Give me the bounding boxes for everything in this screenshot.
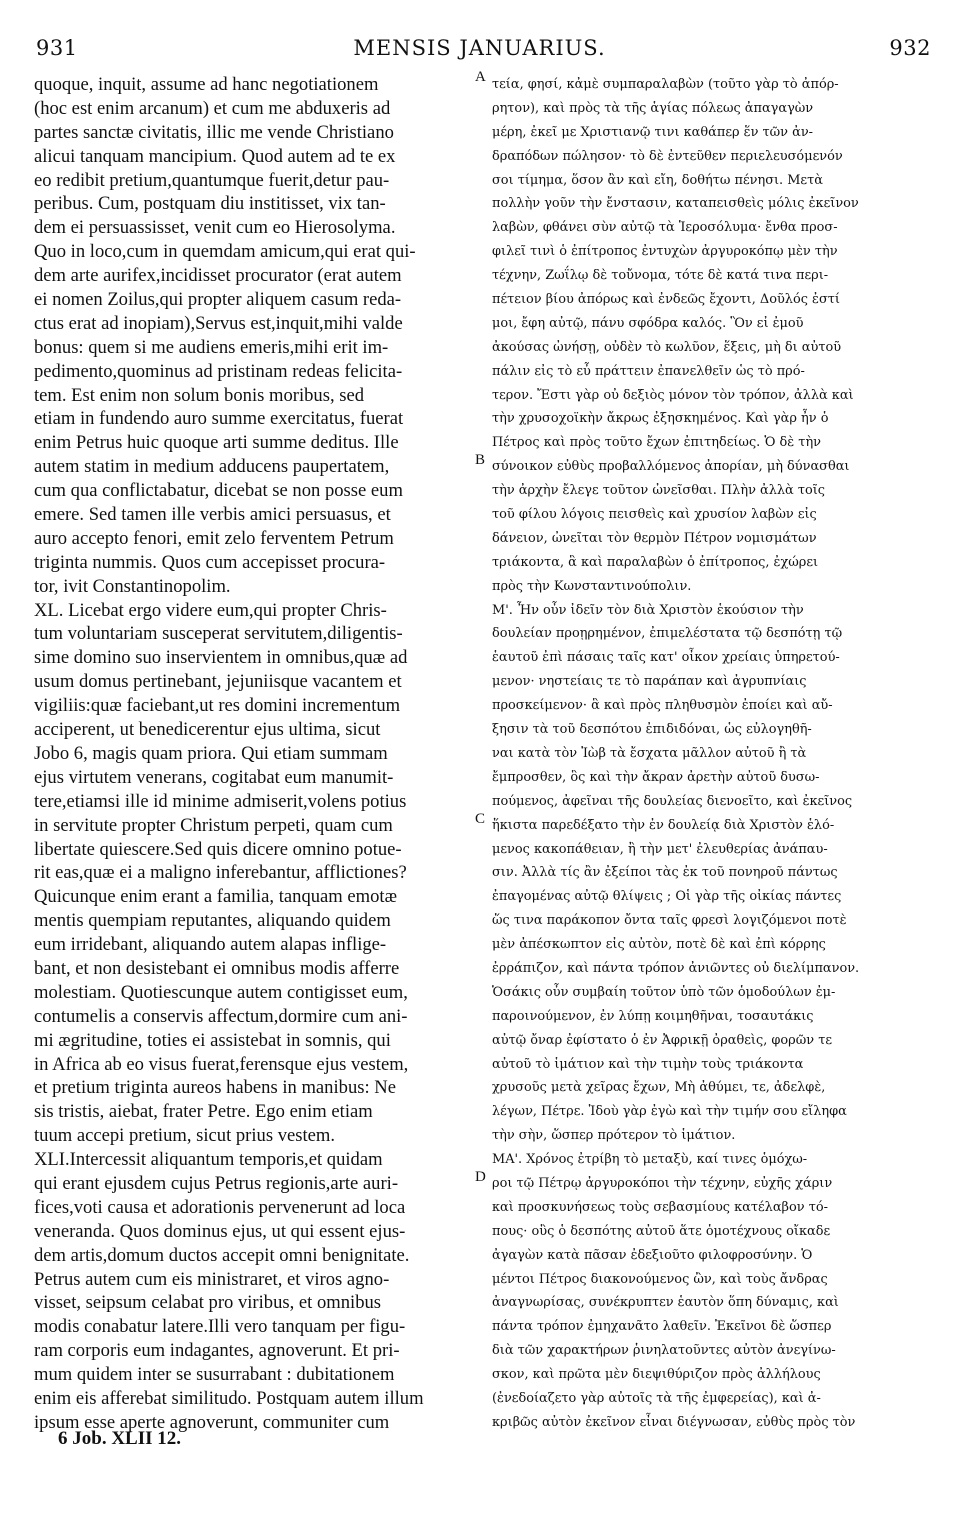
text-line: τοῦ φίλου λόγοις πεισθεὶς καὶ χρυσίον λαβὼν εἰς <box>492 507 817 523</box>
text-line: ὥς τινα παράκοπον ὄντα ταῖς φρεσὶ λογιζόμενοι ποτὲ <box>492 913 847 929</box>
text-line: XLI.Intercessit aliquantum temporis,et quidam <box>34 1149 383 1171</box>
page-number-right: 932 <box>889 36 931 60</box>
page-number-left: 931 <box>36 36 78 60</box>
text-line: pedimento,quominus ad pristinam redeas felicita- <box>34 360 403 382</box>
text-line: τεία, φησί, κἀμὲ συμπαραλαβὼν (τοῦτο γὰρ τὸ ἀπόρ- <box>492 77 839 92</box>
text-line: ροι τῷ Πέτρῳ ἀργυροκόποι τὴν τέχνην, εὐχῆς χάριν <box>492 1175 833 1191</box>
text-line: Petrus autem cum eis ministraret, et viros agno- <box>34 1268 390 1290</box>
text-line: σοι τίμημα, ὅσον ἂν καὶ εἴη, δοθήτω πένησι. Μετὰ <box>492 172 823 188</box>
text-line: ἥκιστα παρεδέξατο τὴν ἐν δουλείᾳ διὰ Χριστὸν ἑλό- <box>492 817 835 833</box>
text-line: ejus virtutem venerans, cogitabat eum manumit- <box>34 766 394 788</box>
text-line: κριβῶς αὐτὸν ἐκεῖνον εἶναι διέγνωσαν, εὐθὺς πρὸς τὸν <box>492 1414 856 1430</box>
page-header <box>28 36 931 66</box>
text-line: αὐτῷ ὄναρ ἐφίστατο ὁ ἐν Ἀφρικῇ ὀραθεὶς, φορῶν τε <box>492 1032 833 1048</box>
text-line: visset, seipsum celabat pro viribus, et omnibus <box>34 1292 382 1314</box>
text-line: πολλὴν γοῦν τὴν ἔνστασιν, καταπεισθεὶς μόλις ἐκεῖνον <box>492 196 859 212</box>
text-line: διὰ τῶν χαρακτήρων ῥινηλατοῦντες αὐτὸν ἀνεγίνω- <box>492 1343 836 1359</box>
text-line: ram corporis eum indagantes, agnoverunt. Et pri- <box>34 1340 400 1362</box>
text-line: libertate quiescere.Sed quis dicere omnino potue- <box>34 838 402 860</box>
latin-column <box>34 73 472 1435</box>
text-line: τέχνην, Ζωΐλῳ δὲ τοὔνομα, τότε δὲ κατά τινα περι- <box>492 268 829 284</box>
text-line: molestiam. Quotiescunque autem contigisset eum, <box>34 981 408 1003</box>
text-line: tuum accepi pretium, sicut prius vestem. <box>34 1125 336 1147</box>
text-line: tor, ivit Constantinopolim. <box>34 575 231 597</box>
text-line: tere,etiamsi ille id minime admiserit,volens potius <box>34 790 407 812</box>
text-line: Ὁσάκις οὖν συμβαίη τοῦτον ὑπὸ τῶν ὁμοδούλων ἐμ- <box>492 984 836 1000</box>
text-line: tem. Est enim non solum bonis moribus, sed <box>34 384 365 406</box>
section-marker-d: D <box>475 1169 486 1185</box>
text-line: ἀκούσας ὠνήσῃ, οὐδὲν τὸ κωλῦον, ἕξεις, μὴ δι αὐτοῦ <box>492 339 842 355</box>
text-line: cum qua conflictabatur, dicebat se non posse eum <box>34 480 403 502</box>
text-line: quoque, inquit, assume ad hanc negotiationem <box>34 74 379 95</box>
text-line: peribus. Cum, postquam diu institisset, vix tan- <box>34 193 386 215</box>
text-line: mi ægritudine, toties ei assistebat in somnis, qui <box>34 1029 391 1051</box>
text-line: τριάκοντα, ἃ καὶ παραλαβὼν ὁ ἐπίτροπος, ἐχώρει <box>492 554 819 570</box>
text-line: πούμενος, ἀφεῖναι τῆς δουλείας διενοεῖτο, καὶ ἐκεῖνος <box>492 793 853 809</box>
text-line: (hoc est enim arcanum) et cum me abduxeris ad <box>34 97 391 119</box>
text-line: in Africa ab eo visus fuerat,ferensque ejus vestem, <box>34 1053 409 1075</box>
text-line: λαβὼν, φθάνει σὺν αὐτῷ τὰ Ἱεροσόλυμα· ἔνθα προσ- <box>492 220 838 236</box>
text-line: τὴν σὴν, ὥσπερ πρότερον τὸ ἱμάτιον. <box>492 1128 736 1144</box>
text-line: emere. Sed tamen ille verbis amici persuasus, et <box>34 504 391 526</box>
text-line: πάντα τρόπον ἐμηχανᾶτο λαθεῖν. Ἐκεῖνοι δὲ ὥσπερ <box>492 1319 832 1335</box>
text-line: ΜΑ'. Χρόνος ἐτρίβη τὸ μεταξὺ, καί τινες ὁμόχω- <box>492 1152 808 1168</box>
text-line: contumelis a conservis affectum,dormire cum ani- <box>34 1005 408 1027</box>
footnote: 6 Job. XLII 12. <box>58 1428 181 1449</box>
text-line: bonus: quem si me audiens emeris,mihi erit im- <box>34 336 389 358</box>
text-line: partes sanctæ civitatis, illic me vende Christiano <box>34 121 394 143</box>
text-line: αὐτοῦ τὸ ἱμάτιον καὶ τὴν τιμὴν τοὺς τριάκοντα <box>492 1056 804 1072</box>
text-line: modis conabatur latere.Illi vero tanquam per figu- <box>34 1316 406 1338</box>
text-line: φιλεῖ τινὶ ὁ ἐπίτροπος ἐντυχὼν ἀργυροκόπῳ μὲν τὴν <box>492 244 838 260</box>
text-line: (ἐνεδοίαζετο γὰρ αὐτοῖς τὰ τῆς ἐμφερείας), καὶ ἀ- <box>492 1390 821 1406</box>
section-marker-c: C <box>475 811 486 827</box>
text-line: ἐρράπιζον, καὶ πάντα τρόπον ἀνιῶντες οὐ διελίμπανον. <box>492 960 860 976</box>
text-line: πους· οὓς ὁ δεσπότης αὐτοῦ ἅτε ὁμοτέχνους οἴκαδε <box>492 1223 831 1239</box>
text-line: τερον. Ἔστι γὰρ οὐ δεξιὸς μόνον τὸν τρόπον, ἀλλὰ καὶ <box>492 387 854 403</box>
text-line: δραπόδων πώλησον· τὸ δὲ ἐντεῦθεν περιελευσόμενόν <box>492 148 843 164</box>
text-line: et pretium triginta aureos habens in manibus: Ne <box>34 1077 396 1099</box>
text-line: ξησιν τὰ τοῦ δεσπότου ἐπιδιδόναι, ὡς εὐλογηθῆ- <box>492 722 812 738</box>
text-line: Μ'. Ἦν οὖν ἰδεῖν τὸν διὰ Χριστὸν ἑκούσιον τὴν <box>492 602 804 618</box>
section-marker-b: B <box>475 452 486 468</box>
text-line: πάλιν εἰς τὸ εὖ πράττειν ἐπανελθεῖν ὡς τὸ πρό- <box>492 363 805 379</box>
text-line: ἀγαγὼν κατὰ πᾶσαν ἐδεξιοῦτο φιλοφροσύνην. Ὁ <box>492 1247 813 1263</box>
text-line: ρητον), καὶ πρὸς τὰ τῆς ἁγίας πόλεως ἀπαγαγὼν <box>492 100 814 116</box>
text-line: usum domus pertinebant, jejuniisque vacantem et <box>34 671 402 693</box>
text-line: πρὸς τὴν Κωνσταντινούπολιν. <box>492 578 692 594</box>
text-line: δάνειον, ὠνεῖται τὸν θερμὸν Πέτρον νομισμάτων <box>492 530 817 546</box>
text-line: σύνοικον εὐθὺς προβαλλόμενος ἀπορίαν, μὴ δύνασθαι <box>492 459 850 475</box>
text-line: dem arte aurifex,incidisset procurator (erat autem <box>34 265 402 287</box>
text-line: alicui tanquam mancipium. Quod autem ad te ex <box>34 145 396 167</box>
text-line: enim Petrus huic quoque arti summe deditus. Ille <box>34 432 399 454</box>
text-line: Πέτρος καὶ πρὸς τοῦτο ἔχων ἐπιτηδείως. Ὁ δὲ τὴν <box>492 435 822 451</box>
text-line: χρυσοῦς μετὰ χεῖρας ἔχων, Μὴ ἀθύμει, τε, ἀδελφὲ, <box>492 1080 826 1096</box>
text-line: ναι κατὰ τὸν Ἰὼβ τὰ ἔσχατα μᾶλλον αὐτοῦ ἢ τὰ <box>492 745 807 761</box>
text-line: ἀναγνωρίσας, συνέκρυπτεν ἑαυτὸν ὅπη δύναμις, καὶ <box>492 1295 839 1311</box>
text-line: μὲν ἀπέσκωπτον εἰς αὐτὸν, ποτὲ δὲ καὶ ἐπὶ κόρρης <box>492 937 826 953</box>
text-line: fices,voti causa et adorationis pervenerunt ad loca <box>34 1196 406 1218</box>
text-line: acciperent, ut benedicerentur ejus ultima, sicut <box>34 719 381 741</box>
text-line: ipsum esse aperte agnoverunt, communiter cum <box>34 1411 390 1433</box>
text-line: λέγων, Πέτρε. Ἰδοὺ γὰρ ἐγὼ καὶ τὴν τιμήν σου εἴληφα <box>492 1104 847 1120</box>
text-line: καὶ προσκυνήσεως τοὺς σεβασμίους κατέλαβον τό- <box>492 1199 828 1215</box>
text-line: dem ei persuassisset, venit cum eo Hierosolyma. <box>34 217 396 239</box>
text-line: τὴν χρυσοχοϊκὴν ἄκρως ἐξησκημένος. Καὶ γὰρ ἦν ὁ <box>492 411 829 427</box>
text-line: auro accepto fenori, emit zelo ferventem Petrum <box>34 527 394 549</box>
text-line: ctus erat ad inopiam),Servus est,inquit,mihi valde <box>34 312 403 334</box>
text-line: triginta nummis. Quos cum accepisset procura- <box>34 551 386 573</box>
text-line: sis tristis, aiebat, frater Petre. Ego enim etiam <box>34 1101 373 1123</box>
text-line: μενον· νηστείαις τε τὸ παράπαν καὶ ἀγρυπνίαις <box>492 674 807 690</box>
text-line: rit eas,quæ ei a maligno inferebantur, afflictiones? <box>34 862 407 884</box>
text-line: Quicunque enim erant a familia, tanquam emotæ <box>34 886 397 908</box>
text-line: ἔμπροσθεν, ὃς καὶ τὴν ἄκραν ἀρετὴν αὐτοῦ δυσω- <box>492 769 820 785</box>
text-line: Quo in loco,cum in quemdam amicum,qui erat qui- <box>34 241 416 263</box>
text-line: autem statim in medium adducens paupertatem, <box>34 456 390 478</box>
text-line: in servitute propter Christum perpeti, quam cum <box>34 814 393 836</box>
text-line: etiam in fundendo auro summe exercitatus, fuerat <box>34 408 404 430</box>
text-line: μέρη, ἐκεῖ με Χριστιανῷ τινι καθάπερ ἕν τῶν ἀν- <box>492 124 814 140</box>
text-line: XL. Licebat ergo videre eum,qui propter Chris- <box>34 599 387 621</box>
text-line: τὴν ἀρχὴν ἔλεγε τοῦτον ὠνεῖσθαι. Πλὴν ἀλλὰ τοῖς <box>492 483 826 499</box>
text-line: mentis quempiam reputantes, aliquando quidem <box>34 910 391 932</box>
text-line: μοι, ἔφη αὐτῷ, πάνυ σφόδρα καλός. Ὃν εἰ ἐμοῦ <box>492 315 804 331</box>
text-line: ἐπαγομένας αὐτῷ θλίψεις ; Οἱ γὰρ τῆς οἰκίας πάντες <box>492 889 842 905</box>
greek-column <box>492 73 926 1435</box>
text-line: σκον, καὶ πρῶτα μὲν διεψιθύριζον πρὸς ἀλλήλους <box>492 1367 821 1383</box>
running-title: MENSIS JANUARIUS. <box>353 36 606 60</box>
text-line: vigiliis:quæ faciebant,ut res domini incrementum <box>34 695 401 717</box>
text-line: μενος κακοπάθειαν, ἢ τὴν μετ' ἐλευθερίας ἀνάπαυ- <box>492 841 828 857</box>
text-line: tum voluntariam susceperat servitutem,diligentis- <box>34 623 403 645</box>
text-line: eum irridebant, aliquando autem alapas inflige- <box>34 934 387 956</box>
text-line: sime domino suo inservientem in omnibus,quæ ad <box>34 647 408 669</box>
text-line: ei nomen Zoilus,qui propter aliquem casum reda- <box>34 289 402 311</box>
text-line: πέτειον βίου ἀπόρως καὶ ἐνδεῶς ἔχοντι, Δοῦλός ἐστί <box>492 292 840 308</box>
text-line: προσκείμενον· ἃ καὶ πρὸς πληθυσμὸν ἐποίει καὶ αὔ- <box>492 698 833 714</box>
text-line: bant, et non desistebant ei omnibus modis afferre <box>34 957 400 979</box>
text-line: σιν. Ἀλλὰ τίς ἂν ἐξείποι τὰς ἐκ τοῦ πονηροῦ πάντως <box>492 865 838 881</box>
section-marker-a: A <box>475 69 486 85</box>
text-line: Jobo 6, magis quam priora. Qui etiam summam <box>34 742 388 764</box>
text-line: eo redibit pretium,quantumque fuerit,detur pau- <box>34 169 390 191</box>
text-line: δουλείαν προῃρημένον, ἐπιμελέστατα τῷ δεσπότῃ τῷ <box>492 626 843 642</box>
text-line: μέντοι Πέτρος διακονούμενος ὢν, καὶ τοὺς ἄνδρας <box>492 1271 828 1287</box>
text-line: ἑαυτοῦ ἐπὶ πάσαις ταῖς κατ' οἶκον χρείαις ὑπηρετού- <box>492 650 840 666</box>
text-line: dem artis,domum ductos accepit omni benignitate. <box>34 1244 410 1266</box>
text-line: mum quidem inter se susurrabant : dubitationem <box>34 1364 395 1386</box>
text-line: enim eis afferebat similitudo. Postquam autem illum <box>34 1387 424 1409</box>
text-line: veneranda. Quos dominus ejus, ut qui essent ejus- <box>34 1220 406 1242</box>
text-line: qui erant ejusdem cujus Petrus regionis,arte auri- <box>34 1172 399 1194</box>
text-line: παροινούμενον, ἐν λύπῃ κοιμηθῆναι, τοσαυτάκις <box>492 1008 814 1024</box>
